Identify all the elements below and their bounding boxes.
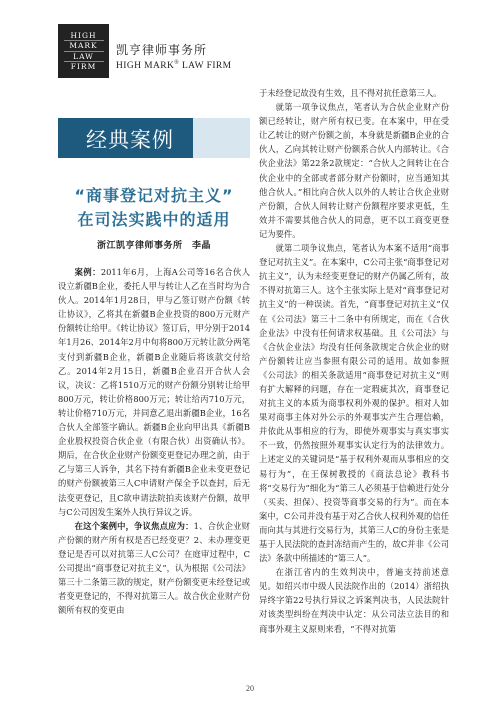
paragraph-lead: 在这个案例中，争议焦点应为： [74,520,194,531]
section-label: 经典案例 [86,128,174,152]
paragraph-lead: 案例： [74,267,101,277]
banner-accent-block [193,118,250,158]
firm-name-english-prefix: HIGH MARK [116,61,175,72]
paragraph-text: 2011年6月，上海A公司等16名合伙人设立新疆B企业，委托人甲与转让人乙在当时均为合伙人。2014年1月28日，甲与乙签订财产份额《转让协议》，乙将其在新疆B企业投资的800万元财产份额转让给甲。《转让协议》签订后，甲分别于2014年1月26、2014年2月中旬将800万元转让款分两笔支付到新疆B企业，新疆B企业随后将该款交付给乙。2014年2月15日，新疆B企业召开合伙人会议，决议：乙将1510万元的财产份额分别转让给甲800万元，转让价格800万元；转让给丙710万元，转让价格710万元，并同意乙退出新疆B企业，16名合伙人全部签字确认。新疆B企业向甲出具《新疆B企业股权投资合伙企业（有限合伙）出资确认书》。期后，在合伙企业财产份额变更登记办理之前，由于乙与第三人诉争，其名下持有新疆B企业未变更登记的财产份额被第三人C申请财产保全予以查封，后无法变更登记，且C欲申请法院拍卖该财产份额，故甲与C公司因发生案外人执行异议之诉。 [58,267,250,517]
logo-line-1: HIGH [64,31,104,42]
article-left-column [58,265,250,617]
article-right-column [259,86,449,636]
page-number: 20 [246,684,254,693]
logo-line-2: MARK [64,41,104,52]
paragraph [58,519,250,618]
firm-name-chinese: 凯亨律师事务所 [116,43,208,57]
firm-logo [58,24,109,78]
paragraph: 在浙江省内的生效判决中，普遍支持前述意见。如绍兴市中级人民法院作出的（2014）浙绍执异终字第22号执行异议之诉案判决书，人民法院针对该类型纠纷在判决中认定：从公司法立法目的和商事外观主义原则来看，“不得对抗第 [259,567,449,634]
paragraph: 就第一项争议焦点，笔者认为合伙企业财产份额已经转让，财产所有权已变。在本案中，甲在受让乙转让的财产份额之前，本身就是新疆B企业的合伙人，乙向其转让财产份额系合伙人内部转让。《合伙企业法》第22条2款规定：“合伙人之间转让在合伙企业中的全部或者部分财产份额时，应当通知其他合伙人。”相比向合伙人以外的人转让合伙企业财产份额，合伙人间转让财产份额程序要求更低，生效并不需要其他合伙人的同意，更不以工商变更登记为要件。 [259,102,449,239]
registered-mark: ® [174,60,180,66]
firm-name-english [116,60,231,71]
logo-line-4: FIRM [70,62,97,71]
article-title-line-1: “商事登记对抗主义” [74,186,234,205]
article-byline: 浙江凯亨律师事务所 李晶 [96,241,211,251]
firm-name-english-suffix: LAW FIRM [179,61,232,72]
paragraph: 就第二项争议焦点，笔者认为本案不适用“商事登记对抗主义”。在本案中，C公司主张“商事登记对抗主义”，认为未经变更登记的财产仍属乙所有，故不得对抗第三人。这个主张实际上是对“商事登记对抗主义”的一种误读。首先，“商事登记对抗主义”仅在《公司法》第三十二条中有所规定，而在《合伙企业法》中没有任何请求权基础。且《公司法》与《合伙企业法》均没有任何条款规定合伙企业的财产份额转让应当参照有限公司的适用。故如参照《公司法》的相关条款适用“商事登记对抗主义”则有扩大解释的问题，存在一定瑕疵其次，商事登记对抗主义的本质为商事权利外观的保护。相对人如果对商事主体对外公示的外观事实产生合理信赖，并依此从事相应的行为，即使外观事实与真实事实不一致，仍然按照外观事实认定行为的法律效力。上述定义的关键词是“基于权利外观而从事相应的交易行为”，在王保树教授的《商法总论》教科书将“交易行为”细化为“第三人必须基于信赖进行处分（买卖、担保）、投资等商事交易的行为”。而在本案中，C公司并没有基于对乙合伙人权利外观的信任而向其与其进行交易行为，其第三人C的身份主张是基于人民法院的查封冻结而产生的，故C并非《公司法》条款中所描述的“第三人”。 [259,243,449,564]
paragraph: 于未经登记故没有生效，且不得对抗任意第三人。 [259,88,442,98]
paragraph [58,265,250,519]
paragraph-text: 1、合伙企业财产份额的财产所有权是否已经变更？2、未办理变更登记是否可以对抗第三人C公司？在庭审过程中，C公司提出“商事登记对抗主义”，认为根据《公司法》第三十二条第三款的规定，财产份额变更未经登记或者变更登记的，不得对抗第三人。故合伙企业财产份额所有权的变更由 [58,520,250,616]
logo-line-3: LAW [64,52,104,63]
article-title-line-2: 在司法实践中的适用 [77,210,231,229]
